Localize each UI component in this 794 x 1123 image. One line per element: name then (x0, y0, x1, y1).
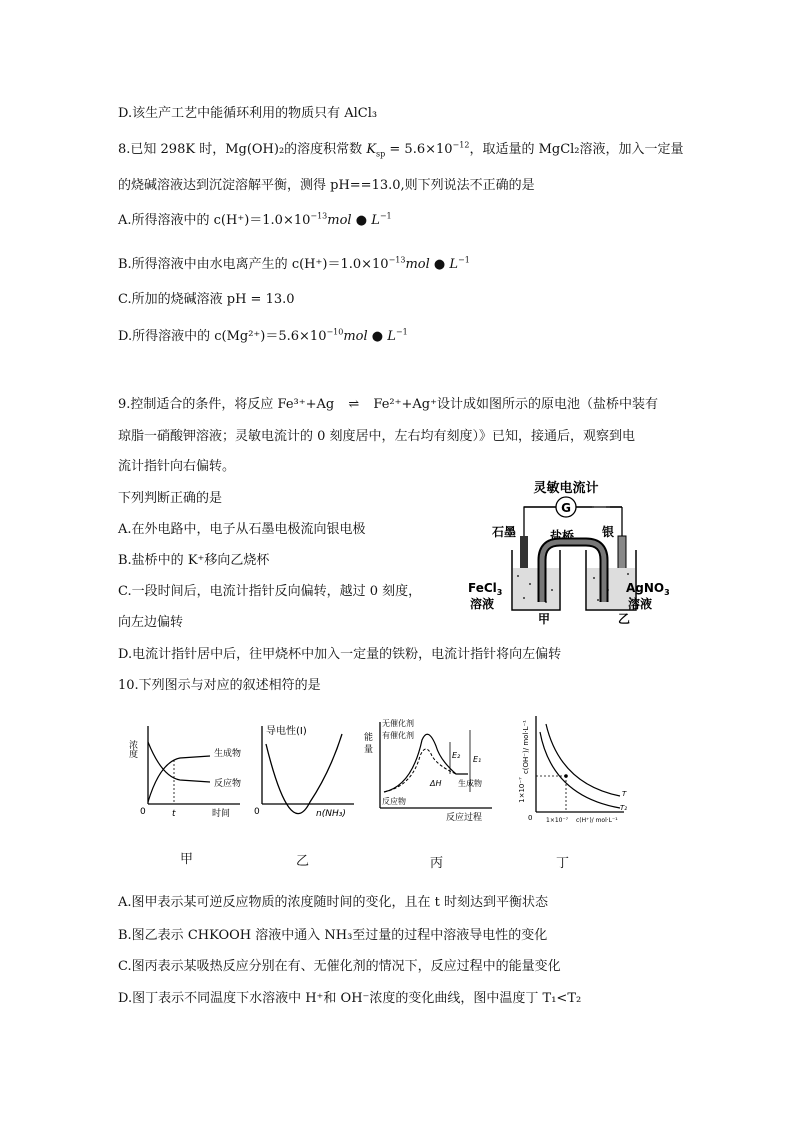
ding-ytick: 1×10⁻⁷ (518, 777, 526, 803)
q8a-exp: −13 (310, 211, 328, 221)
jia-product-label: 生成物 (214, 749, 242, 759)
ding-xtick: 1×10⁻⁷ (546, 817, 569, 824)
q9-text-a: 9.控制适合的条件，将反应 Fe³⁺+Ag (118, 397, 335, 412)
bing-no-catalyst-curve (384, 734, 468, 792)
q9-stem-line1 (118, 396, 658, 414)
q8d-text: D.所得溶液中的 c(Mg²⁺)＝5.6×10 (118, 329, 327, 344)
cell-title: 灵敏电流计 (533, 481, 599, 496)
bing-xlabel: 反应过程 (446, 813, 483, 823)
jia-t: t (172, 809, 176, 819)
bing-catalyst-curve (384, 749, 456, 792)
q10-stem: 10.下列图示与对应的叙述相符的是 (118, 678, 321, 693)
q9-option-c-line1: C.一段时间后，电流计指针反向偏转，越过 0 刻度， (118, 584, 422, 599)
q8a-dot: ● (351, 213, 372, 228)
graph-ding-caption: 丁 (556, 856, 570, 871)
graph-bing (360, 716, 500, 826)
q8-stem-line1 (118, 141, 684, 159)
ding-origin: 0 (528, 814, 533, 822)
q8b-lexp: −1 (458, 255, 470, 265)
bing-catalyst-label: 有催化剂 (382, 731, 414, 740)
bing-product: 生成物 (458, 779, 482, 788)
ding-ylabel: c(OH⁻)/ mol·L⁻¹ (522, 720, 530, 775)
q8d-l: L (387, 329, 396, 344)
ksp-symbol: K (366, 142, 377, 157)
galvanometer-label: G (561, 501, 571, 515)
jia-product-curve (148, 756, 210, 802)
q10-option-b: B.图乙表示 CHKOOH 溶液中通入 NH₃至过量的过程中溶液导电性的变化 (118, 928, 548, 943)
jia-ylabel: 浓度 (127, 740, 137, 758)
bing-ylabel-2: 量 (364, 745, 374, 755)
q8b-dot: ● (429, 257, 450, 272)
q7-option-d: D.该生产工艺中能循环利用的物质只有 AlCl₃ (118, 106, 378, 121)
jia-origin: 0 (140, 807, 146, 817)
ding-t1-label: T (622, 790, 627, 798)
salt-bridge-label: 盐桥 (550, 529, 575, 543)
q8b-exp: −13 (388, 255, 406, 265)
ding-t2-label: T₂ (620, 804, 628, 812)
left-solution-label: FeCl$_3$ (468, 581, 503, 597)
jia-xlabel: 时间 (212, 809, 231, 819)
graph-yi-caption: 乙 (296, 854, 310, 869)
graph-jia-caption: 甲 (180, 852, 194, 867)
q10-option-d: D.图丁表示不同温度下水溶液中 H⁺和 OH⁻浓度的变化曲线，图中温度丁 T₁<T₂ (118, 991, 582, 1006)
yi-curve (266, 734, 342, 814)
bing-dh: ΔH (430, 779, 442, 788)
q9-option-d: D.电流计指针居中后，往甲烧杯中加入一定量的铁粉，电流计指针将向左偏转 (118, 647, 562, 662)
q8-option-a (118, 212, 392, 230)
q8b-text: B.所得溶液中由水电离产生的 c(H⁺)＝1.0×10 (118, 257, 389, 272)
silver-label: 银 (602, 525, 615, 539)
q8-option-d (118, 328, 408, 346)
q10-option-a: A.图甲表示某可逆反应物质的浓度随时间的变化，且在 t 时刻达到平衡状态 (118, 895, 549, 910)
q8-text-c: ，取适量的 MgCl₂溶液，加入一定量 (469, 142, 684, 157)
yi-origin: 0 (254, 807, 260, 817)
ksp-value: = 5.6×10 (385, 142, 453, 157)
q8-text-a: 8.已知 298K 时，Mg(OH)₂的溶度积常数 (118, 142, 367, 157)
left-beaker-label: 甲 (538, 612, 551, 626)
galvanic-cell-diagram (468, 474, 678, 624)
bing-no-catalyst-label: 无催化剂 (382, 719, 414, 728)
q8a-l: L (371, 213, 380, 228)
q8-option-b (118, 256, 470, 274)
right-solution-label: AgNO$_3$ (626, 581, 670, 597)
ksp-sub: sp (376, 149, 386, 159)
q10-option-c: C.图丙表示某吸热反应分别在有、无催化剂的情况下，反应过程中的能量变化 (118, 959, 561, 974)
graph-jia (127, 722, 250, 822)
bing-ylabel-1: 能 (364, 733, 374, 743)
graphite-label: 石墨 (492, 525, 517, 539)
q9-option-b: B.盐桥中的 K⁺移向乙烧杯 (118, 553, 270, 568)
ding-xlabel: c(H⁺)/ mol·L⁻¹ (576, 817, 618, 824)
q8a-unit: mol (327, 213, 352, 228)
bing-reactant: 反应物 (382, 797, 406, 806)
q9-option-a: A.在外电路中，电子从石墨电极流向银电极 (118, 522, 366, 537)
q9-option-c-line2: 向左边偏转 (118, 615, 184, 630)
q9-prompt: 下列判断正确的是 (118, 491, 223, 506)
q8b-l: L (449, 257, 459, 272)
equilibrium-arrow-icon: ⇌ (348, 397, 360, 412)
q8a-lexp: −1 (379, 211, 392, 221)
left-solution-label-2: 溶液 (470, 597, 495, 611)
q8d-dot: ● (367, 329, 388, 344)
graph-ding (512, 712, 632, 832)
yi-ylabel: 导电性(I) (266, 726, 307, 737)
q8d-unit: mol (343, 329, 368, 344)
q8-option-c: C.所加的烧碱溶液 pH = 13.0 (118, 292, 295, 307)
bing-e1: E₁ (473, 755, 482, 764)
q8-stem-line2: 的烧碱溶液达到沉淀溶解平衡，测得 pH==13.0,则下列说法不正确的是 (118, 178, 535, 193)
jia-reactant-curve (148, 742, 210, 782)
graph-bing-caption: 丙 (430, 856, 444, 871)
ksp-exp: −12 (452, 140, 470, 150)
ding-t1-curve (546, 724, 620, 796)
q9-stem-line2: 琼脂一硝酸钾溶液；灵敏电流计的 0 刻度居中，左右均有刻度）》已知，接通后，观察到电 (118, 429, 636, 444)
bing-e2: E₂ (452, 751, 461, 760)
q8d-exp: −10 (326, 327, 344, 337)
graph-yi (250, 722, 360, 822)
jia-reactant-label: 反应物 (214, 779, 242, 789)
q8d-lexp: −1 (395, 327, 408, 337)
yi-xlabel: n(NH₃) (316, 809, 346, 819)
q9-text-b: Fe²⁺+Ag⁺设计成如图所示的原电池（盐桥中装有 (373, 397, 658, 412)
right-solution-label-2: 溶液 (628, 597, 653, 611)
q9-stem-line3: 流计指针向右偏转。 (118, 459, 236, 474)
right-beaker-label: 乙 (618, 612, 631, 626)
q8a-text: A.所得溶液中的 c(H⁺)＝1.0×10 (118, 213, 311, 228)
q8b-unit: mol (405, 257, 430, 272)
